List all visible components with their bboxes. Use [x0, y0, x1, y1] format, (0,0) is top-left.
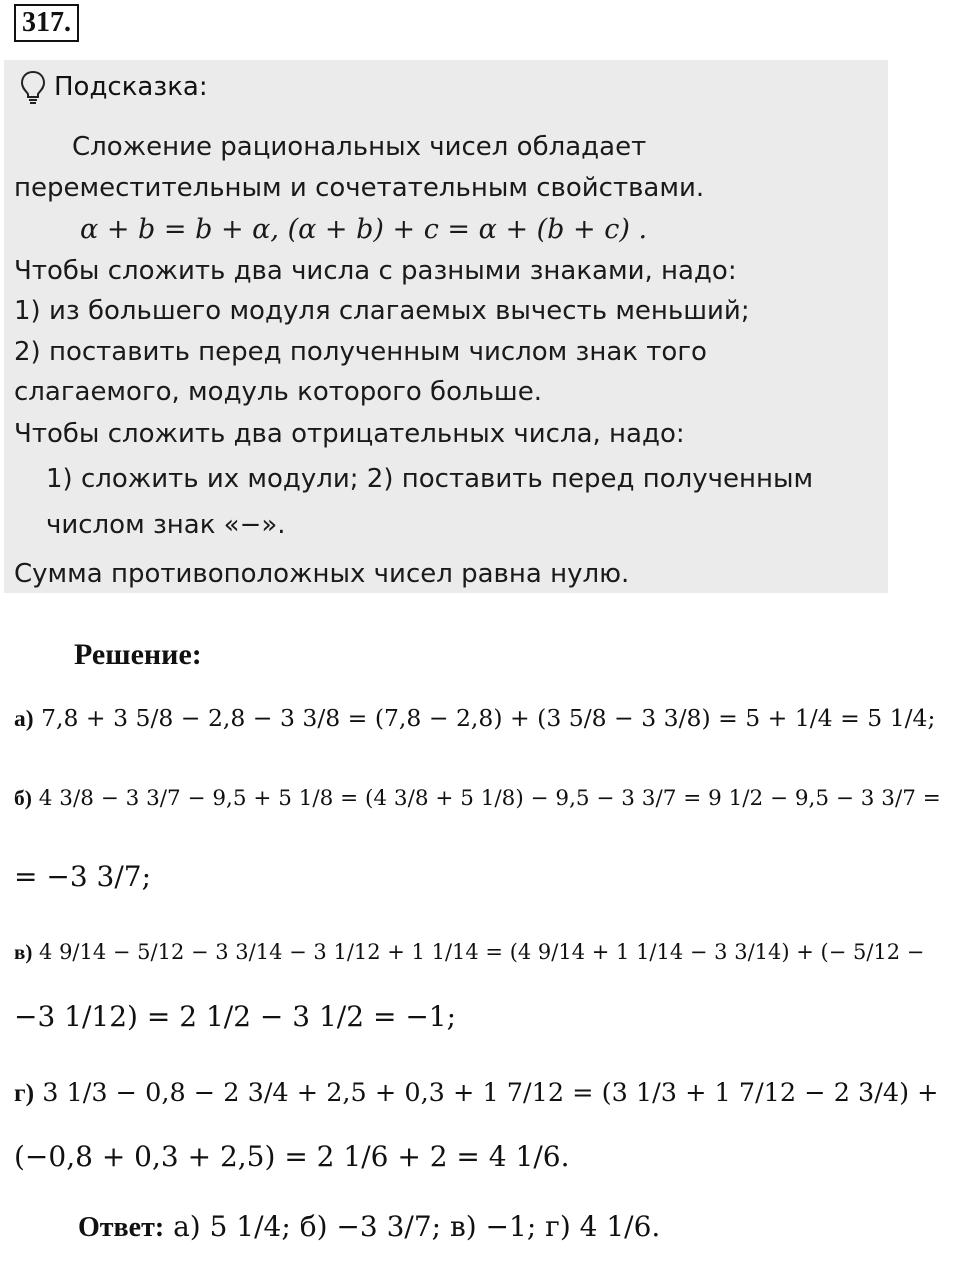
hint-line: 1) сложить их модули; 2) поставить перед полученным [46, 464, 814, 494]
item-label: в) [14, 940, 33, 964]
hint-line: Сумма противоположных чисел равна нулю. [14, 559, 630, 589]
solution-line [14, 940, 924, 965]
hint-line: Чтобы сложить два числа с разными знаками, надо: [14, 256, 737, 286]
solution-line [14, 704, 935, 733]
hint-line: числом знак «−». [46, 510, 286, 540]
answer-line [78, 1210, 660, 1244]
item-expression: 4 9/14 − 5/12 − 3 3/14 − 3 1/12 + 1 1/14 = (4 9/14 + 1 1/14 − 3 3/14) + (− 5/12 − [39, 940, 925, 964]
hint-header [20, 70, 208, 104]
item-expression: 3 1/3 − 0,8 − 2 3/4 + 2,5 + 0,3 + 1 7/12 = (3 1/3 + 1 7/12 − 2 3/4) + [42, 1078, 939, 1108]
item-expression: 4 3/8 − 3 3/7 − 9,5 + 5 1/8 = (4 3/8 + 5 1/8) − 9,5 − 3 3/7 = 9 1/2 − 9,5 − 3 3/7 = [38, 786, 941, 811]
hint-line: 1) из большего модуля слагаемых вычесть меньший; [14, 296, 750, 326]
hint-line: Сложение рациональных чисел обладает [72, 132, 647, 162]
item-expression: (−0,8 + 0,3 + 2,5) = 2 1/6 + 2 = 4 1/6. [14, 1140, 570, 1173]
solution-line [14, 1140, 569, 1173]
task-number: 317. [14, 4, 79, 42]
solution-line [14, 860, 151, 893]
solution-line [14, 1000, 456, 1033]
hint-line: 2) поставить перед полученным числом знак того [14, 337, 707, 367]
hint-line: слагаемого, модуль которого больше. [14, 377, 542, 407]
solution-title: Решение: [74, 638, 202, 671]
hint-box [4, 60, 888, 593]
solution-line [14, 786, 941, 811]
lightbulb-icon [20, 70, 46, 104]
item-label: б) [14, 786, 32, 810]
hint-title: Подсказка: [54, 72, 208, 102]
item-expression: −3 1/12) = 2 1/2 − 3 1/2 = −1; [14, 1000, 457, 1033]
answer-label: Ответ: [78, 1212, 165, 1243]
hint-formula: α + b = b + α, (α + b) + c = α + (b + c) . [80, 214, 648, 245]
item-label: г) [14, 1078, 35, 1107]
hint-line: Чтобы сложить два отрицательных числа, надо: [14, 419, 685, 449]
hint-line: переместительным и сочетательным свойствами. [14, 173, 705, 203]
item-expression: = −3 3/7; [14, 860, 152, 893]
item-label: а) [14, 706, 34, 732]
solution-line [14, 1078, 939, 1108]
item-expression: 7,8 + 3 5/8 − 2,8 − 3 3/8 = (7,8 − 2,8) + (3 5/8 − 3 3/8) = 5 + 1/4 = 5 1/4; [41, 704, 936, 732]
answer-text: а) 5 1/4; б) −3 3/7; в) −1; г) 4 1/6. [173, 1210, 661, 1243]
